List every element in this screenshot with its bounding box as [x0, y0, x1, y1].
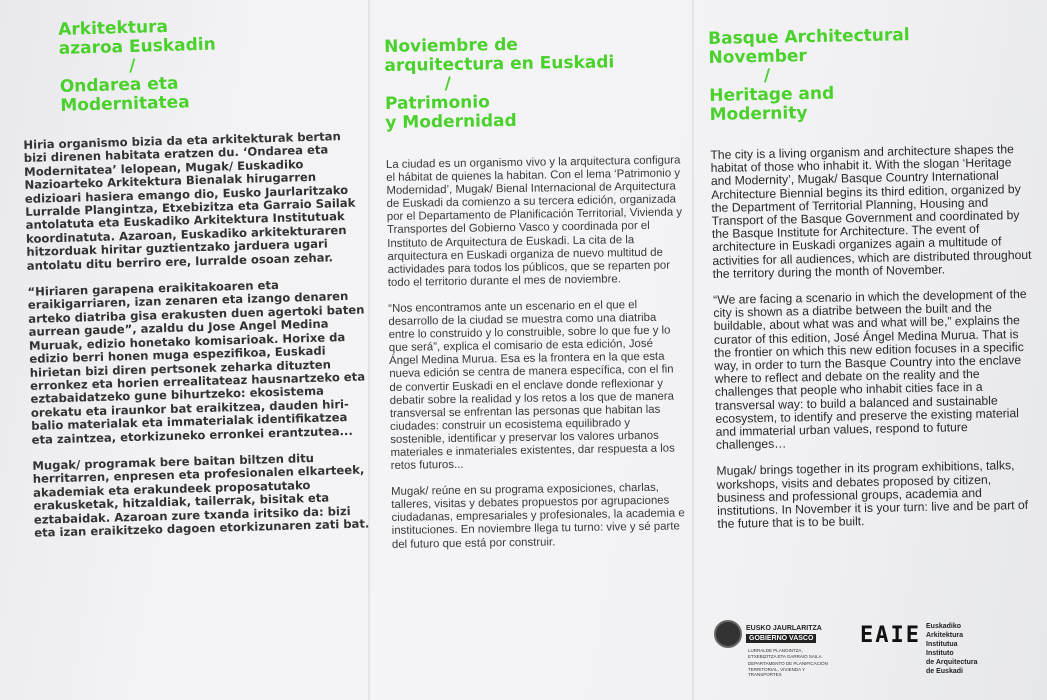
eaie-line3: Institutua — [926, 641, 958, 648]
basque-title-line3: Ondarea eta — [59, 73, 179, 97]
basque-paragraph-1: Hiria organismo bizia da eta arkitekturak bertan bizi direnen habitata eratzen du. ‘Ondarea eta Modernitatea’ lelopean, Mugak/ Euskadiko Nazioarteko Arkitektura Bienalak hirugarren edizioari hasiera emango dio, Eusko Jaurlaritzako Lurralde Plangintza, Etxebizitza eta Garraio Sailak antolatuta eta Euskadiko Arkitektura Institutuak koordinatuta. Azaroan, Euskadiko arkitekturaren hitzorduak hiritar guztientzako jarduera ugari antolatu ditu berriro ere, lurralde osoan zehar. — [23, 129, 356, 273]
english-paragraph-3: Mugak/ brings together in its program exhibitions, talks, workshops, visits and debates proposed by citizen, business and professional groups, academia and institutions. In November it is your turn: live and be part of the future that is to be built. — [716, 458, 1029, 532]
eaie-mark: EAIE — [860, 623, 921, 648]
column-basque — [20, 13, 375, 554]
basque-title — [20, 13, 363, 117]
coat-of-arms-icon — [714, 620, 742, 648]
eaie-line6: de Euskadi — [926, 668, 963, 675]
english-title-line3: Heritage and — [709, 83, 835, 106]
spanish-title-line4: y Modernidad — [385, 110, 517, 133]
eaie-line2: Arkitektura — [926, 632, 963, 639]
eaie-line1: Euskadiko — [926, 623, 962, 630]
spanish-paragraph-1: La ciudad es un organismo vivo y la arquitectura configura el hábitat de quienes la habitan. Con el lema ‘Patrimonio y Modernidad’, Mugak/ Bienal Internacional de Arquitectura de Euskadi da comienzo a su tercera edición, organizada por el Departamento de Planificación Territorial, Vivienda y Transportes del Gobierno Vasco y coordinada por el Instituto de Arquitectura de Euskadi. La cita de la arquitectura en Euskadi organiza de nuevo multitud de actividades para todos los públicos, que se reparten por todo el territorio durante el mes de noviembre. — [385, 154, 683, 289]
basque-title-line4: Modernitatea — [60, 92, 190, 116]
gobierno-dept-eu: LURRALDE PLANGINTZA, ETXEBIZITZA ETA GARRAIO SAILA — [748, 648, 822, 659]
gobierno-department — [748, 648, 828, 678]
basque-paragraph-2: “Hiriaren garapena eraikitakoaren eta eraikigarriaren, izan zenaren eta izango denaren arteko diatriba gisa erakusten duen agertoki baten aurrean gaude”, azaldu du Jose Angel Medina Muruak, edizio honetako komisarioak. Horixe da edizio berri honen muga espezifikoa, Euskadi hirietan bizi diren pertsonek zeharka dituzten erronkez eta horien errealitateaz hausnartzeko eta eztabaidatzeko gune bihurtzeko: ekosistema orekatu eta iraunkor bat eraikitzea, dauden hiri-balio materialak eta immaterialak identifikatzea eta zaintzea, etorkizuneko erronkei erantzutea... — [27, 277, 366, 447]
spanish-title-line1: Noviembre de — [383, 34, 519, 57]
english-title-slash: / — [763, 65, 771, 86]
gobierno-line2: GOBIERNO VASCO — [746, 634, 816, 643]
spanish-title-line2: arquitectura en Euskadi — [384, 52, 615, 76]
spanish-title-slash: / — [444, 73, 452, 95]
basque-title-line2: azaroa Euskadin — [58, 34, 217, 59]
english-body — [710, 143, 1037, 532]
spanish-body — [386, 154, 688, 551]
spanish-title — [384, 33, 681, 133]
spanish-title-line3: Patrimonio — [384, 92, 491, 114]
column-spanish — [384, 33, 688, 564]
english-title — [708, 24, 1030, 125]
basque-body — [23, 129, 374, 540]
english-title-line2: November — [708, 46, 808, 68]
column-english — [708, 24, 1038, 545]
english-paragraph-1: The city is a living organism and architecture shapes the habitat of those who inhabit it. With the slogan ‘Heritage and Modernity’, Mugak/ Basque Country International Architecture Biennial begins its third edition, organized by the Department of Territorial Planning, Housing and Transport of the Basque Government and coordinated by the Basque Institute for Architecture. The event of architecture in Euskadi organizes again a multitude of activities for all audiences, which are distributed throughout the territory during the month of November. — [710, 142, 1032, 281]
page-fold-right — [692, 0, 694, 700]
gobierno-vasco-logo — [714, 618, 826, 678]
eaie-line5: de Arquitectura — [926, 659, 978, 666]
gobierno-dept-es: DEPARTAMENTO DE PLANIFICACIÓN TERRITORIAL, VIVIENDA Y TRANSPORTES — [748, 661, 828, 677]
english-title-line4: Modernity — [709, 103, 808, 125]
english-paragraph-2: “We are facing a scenario in which the development of the city is shown as a diatribe between the built and the buildable, about what was and what will be,” explains the curator of this edition, José Ángel Medina Murua. That is the frontier on which this new edition focuses in a specific way, in order to turn the Basque Country into the enclave where to reflect and debate on the reality and the challenges that people who inhabit cities face in a transversal way: to build a balanced and sustainable ecosystem, to identify and preserve the existing material and immaterial urban values, respond to future challenges… — [713, 286, 1027, 453]
basque-title-slash: / — [128, 55, 136, 76]
english-title-line1: Basque Architectural — [707, 25, 910, 49]
eaie-logo — [860, 622, 990, 678]
spanish-paragraph-3: Mugak/ reúne en su programa exposiciones, charlas, talleres, visitas y debates propuestos por agrupaciones ciudadanas, empresariales y profesionales, la academia e instituciones. En noviembre llega tu turno: vive y sé parte del futuro que está por construir. — [391, 481, 685, 551]
eaie-text — [926, 622, 996, 676]
basque-paragraph-3: Mugak/ programak bere baitan biltzen ditu herritarren, enpresen eta profesionalen elkarteek, akademiak eta erakundeek proposatutako erakusketak, hitzaldiak, tailerrak, bisitak eta eztabaidak. Azaroan zure txanda iritsiko da: bizi eta izan eraikitzeko dagoen etorkizunaren zati bat. — [32, 450, 370, 540]
basque-title-line1: Arkitektura — [57, 16, 169, 40]
spanish-paragraph-2: “Nos encontramos ante un escenario en el que el desarrollo de la ciudad se muestra como una diatriba entre lo construido y lo construible, sobre lo que fue y lo que será”, explica el comisario de esta edición, José Ángel Medina Murua. Esa es la frontera en la que esta nueva edición se centra de manera específica, con el fin de convertir Euskadi en el enclave donde reflexionar y debatir sobre la realidad y los retos a los que de manera transversal se enfrentan las personas que habitan las ciudades: construir un ecosistema equilibrado y sostenible, identificar y preservar los valores urbanos materiales e inmateriales existentes, dar respuesta a los retos futuros... — [388, 298, 675, 473]
gobierno-line1: EUSKO JAURLARITZA — [746, 625, 822, 632]
eaie-line4: Instituto — [926, 650, 954, 657]
